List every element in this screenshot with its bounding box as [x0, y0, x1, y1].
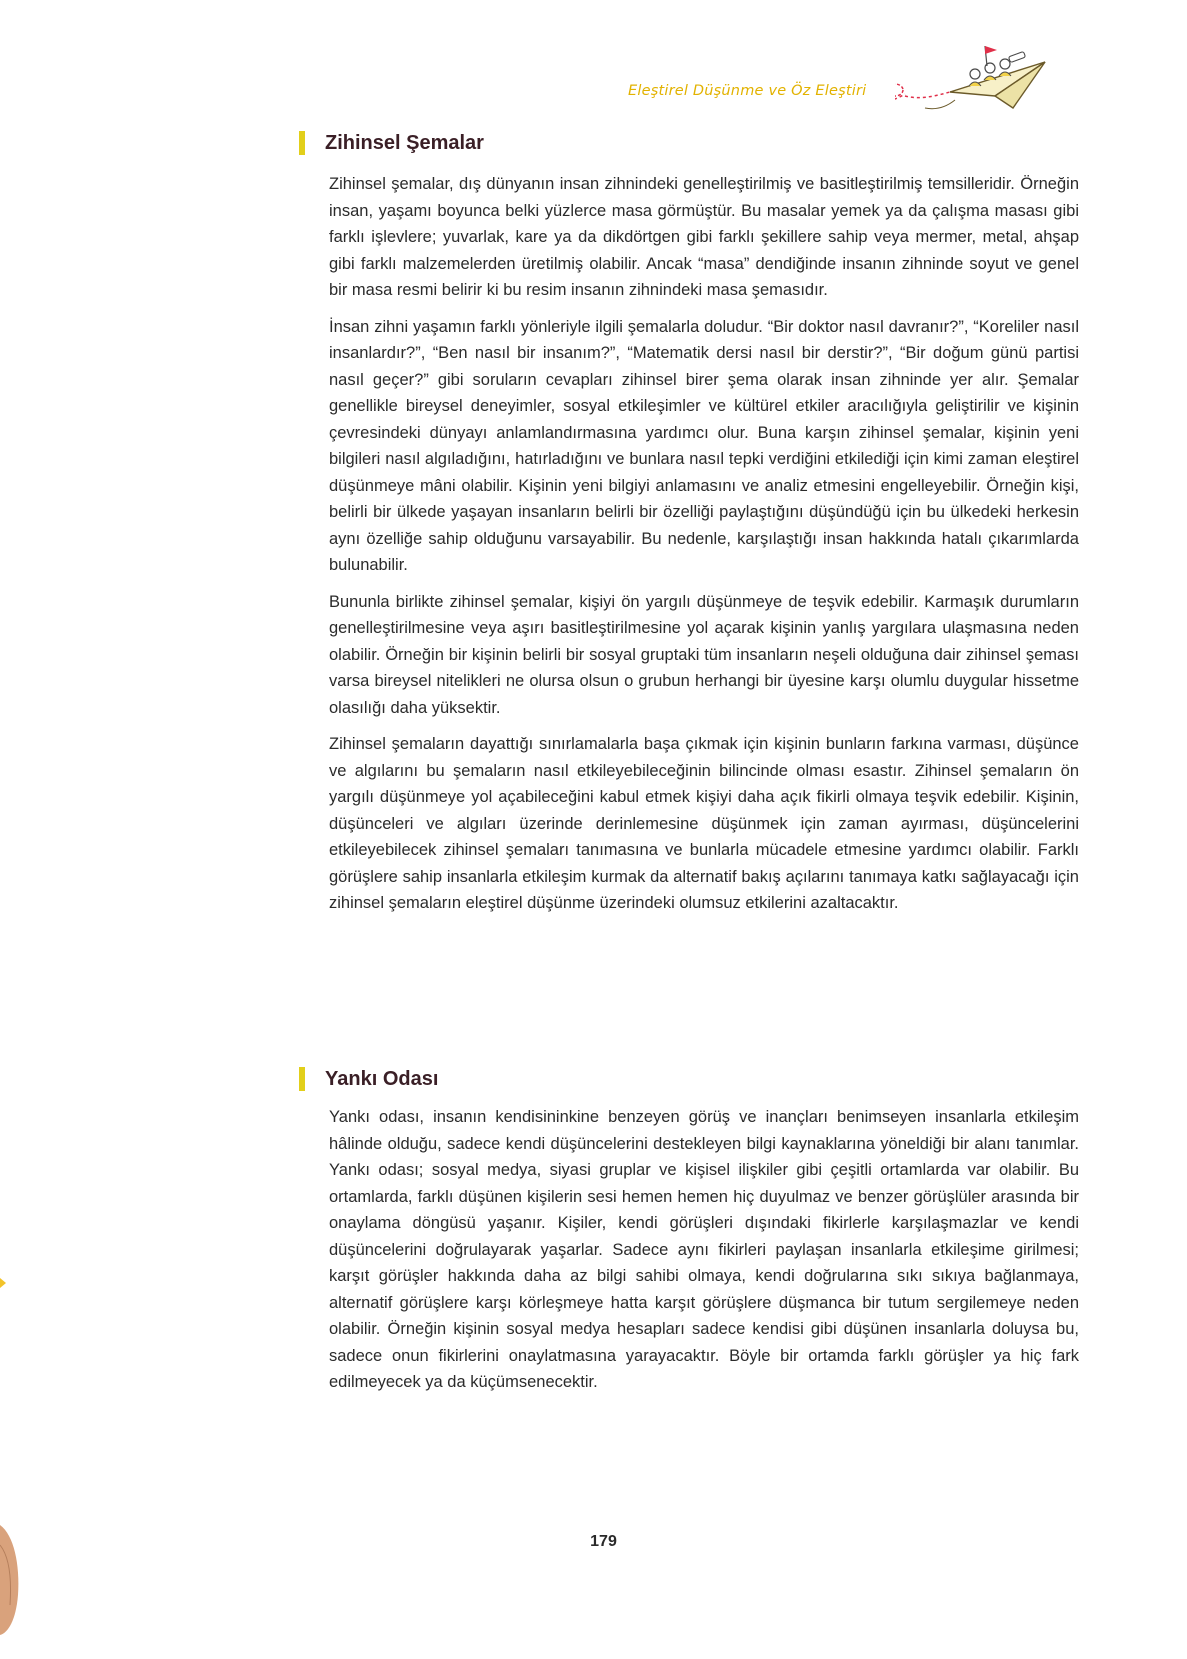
- paragraph: Yankı odası, insanın kendisininkine benzeyen görüş ve inançları benimseyen insanlarla etkileşim hâlinde olduğu, sadece kendi düşüncelerini destekleyen bilgi kaynaklarına yöneldiği bir alanı tanımlar. Yankı odası; sosyal medya, siyasi gruplar ve kişisel ilişkiler gibi çeşitli ortamlarda var olabilir. Bu ortamlarda, farklı düşünen kişilerin sesi hemen hemen hiç duyulmaz ve benzer görüşlüler arasında bir onaylama döngüsü yaşanır. Kişiler, kendi görüşleri dışındaki fikirlerle karşılaşmazlar ve kendi düşüncelerini doğrulayarak yaşarlar. Sadece aynı fikirleri paylaşan insanlarla etkileşime girilmesi; karşıt görüşler hakkında daha az bilgi sahibi olmaya, kendi doğrularına sıkı sıkıya bağlanmaya, alternatif görüşlere karşı körleşmeye hatta karşıt görüşlere düşmanca bir tutum sergilemeye neden olabilir. Örneğin kişinin sosyal medya hesapları sadece kendisi gibi düşünen insanlarla doluysa bu, sadece onun fikirlerini onaylatmasına yarayacaktır. Böyle bir ortamda farklı görüşler ya hiç fark edilmeyecek ya da küçümsenecektir.: [329, 1108, 1079, 1391]
- paragraph: Bununla birlikte zihinsel şemalar, kişiyi ön yargılı düşünmeye de teşvik edebilir. Karmaşık durumların genelleştirilmesine veya aşırı basitleştirilmesine yol açarak kişinin yanlış yargılara ulaşmasına neden olabilir. Örneğin bir kişinin belirli bir sosyal gruptaki tüm insanların neşeli olduğuna dair zihinsel şeması varsa bireysel nitelikleri ne olursa olsun o grubun herhangi bir üyesine karşı olumlu duygular hissetme olasılığı daha yüksektir.: [329, 592, 1079, 717]
- paragraph: Zihinsel şemaların dayattığı sınırlamalarla başa çıkmak için kişinin bunların farkına varması, düşünce ve algılarını bu şemaların nasıl etkileyebileceğinin bilincinde olması esastır. Zihinsel şemaların ön yargılı düşünmeye yol açabileceğini kabul etmek kişiyi daha açık fikirli olmaya teşvik edebilir. Kişinin, düşünceleri ve algıları üzerinde derinlemesine düşünmek için zaman ayırması, düşüncelerini etkileyebilecek zihinsel şemaları tanımasına ve bunlarla mücadele etmesine yardımcı olabilir. Farklı görüşlere sahip insanlarla etkileşim kurmak da alternatif bakış açılarını tanımaya katkı sağlayacağı için zihinsel şemaların eleştirel düşünme üzerindeki olumsuz etkilerini azaltacaktır.: [329, 735, 1079, 912]
- section-heading: [299, 130, 1079, 158]
- paragraph: İnsan zihni yaşamın farklı yönleriyle ilgili şemalarla doludur. “Bir doktor nasıl davranır?”, “Koreliler nasıl insanlardır?”, “Ben nasıl bir insanım?”, “Matematik dersi nasıl bir derstir?”, “Bir doğum günü partisi nasıl geçer?” gibi soruların cevapları zihinsel birer şema olarak insan zihninde yer alır. Şemalar genellikle bireysel deneyimler, sosyal etkileşimler ve kültürel etkiler aracılığıyla geliştirilir ve kişinin çevresindeki dünyayı anlamlandırmasına yardımcı olur. Buna karşın zihinsel şemalar, kişinin yeni bilgileri nasıl algıladığını, hatırladığını ve bunlara nasıl tepki verdiğini etkilediği için kimi zaman eleştirel düşünmeye mâni olabilir. Kişinin yeni bilgiyi anlamasını ve analiz etmesini engelleyebilir. Örneğin kişi, belirli bir ülkede yaşayan insanların belirli bir özelliği paylaştığını düşündüğü için bu ülkedeki herkesin aynı özelliğe sahip olduğunu varsayabilir. Bu nedenle, karşılaştığı insan hakkında hatalı çıkarımlarda bulunabilir.: [329, 317, 1079, 574]
- section-body: [329, 1104, 1079, 1396]
- paragraph: Zihinsel şemalar, dış dünyanın insan zihnindeki genelleştirilmiş ve basitleştirilmiş temsilleridir. Örneğin insan, yaşamı boyunca belki yüzlerce masa görmüştür. Bu masalar yemek ya da çalışma masası gibi farklı işlevlere; yuvarlak, kare ya da dikdörtgen gibi farklı şekillere sahip veya mermer, metal, ahşap gibi farklı malzemelerden üretilmiş olabilir. Ancak “masa” dendiğinde insanın zihninde soyut ve genel bir masa resmi belirir ki bu resim insanın zihnindeki masa şemasıdır.: [329, 175, 1079, 299]
- heading-accent-bar: [299, 131, 305, 155]
- section-yanki-odasi: [299, 1066, 1079, 1406]
- page-number: 179: [590, 1533, 617, 1550]
- section-title: Zihinsel Şemalar: [325, 132, 484, 154]
- edge-dot-icon: [0, 1278, 8, 1288]
- section-body: [329, 171, 1079, 917]
- paper-plane-illustration-icon: [895, 38, 1105, 118]
- heading-accent-bar: [299, 1067, 305, 1091]
- running-header-title: Eleştirel Düşünme ve Öz Eleştiri: [628, 83, 867, 99]
- section-zihinsel-semalar: [299, 130, 1079, 927]
- section-heading: [299, 1066, 1079, 1094]
- section-title: Yankı Odası: [325, 1068, 439, 1090]
